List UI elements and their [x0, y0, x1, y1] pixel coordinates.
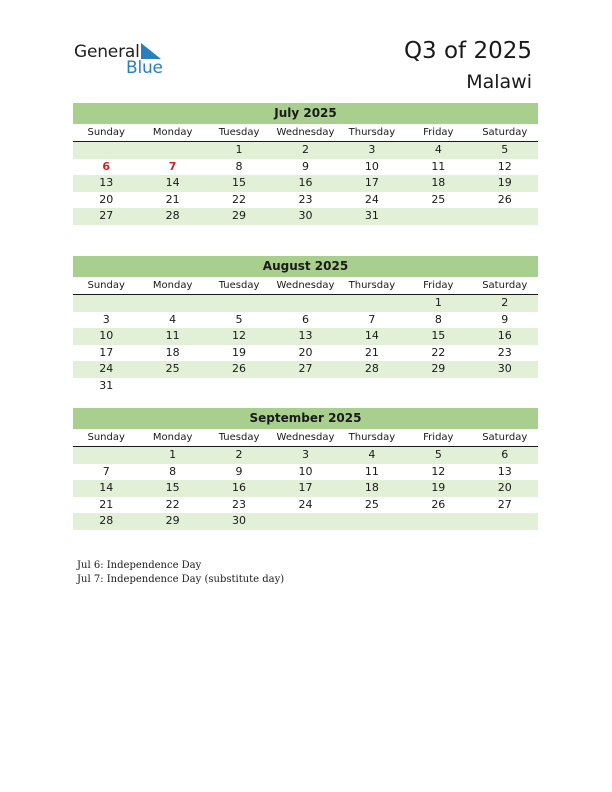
weekday-label: Saturday	[482, 127, 528, 138]
weekday-label: Sunday	[87, 280, 125, 291]
week-row	[73, 378, 538, 395]
date-cell: 20	[298, 345, 313, 359]
date-cell: 3	[301, 448, 309, 461]
date-cell: 28	[165, 209, 180, 222]
date-cell: 9	[501, 312, 509, 326]
weekday-label: Monday	[152, 432, 193, 443]
holiday-notes	[77, 559, 284, 587]
date-cell	[206, 378, 272, 395]
date-cell: 29	[165, 514, 180, 527]
date-cell: 10	[364, 159, 379, 173]
logo-word-general: General	[74, 42, 140, 62]
date-cell: 5	[235, 312, 243, 326]
date-cell: 23	[497, 345, 512, 359]
date-cell	[472, 208, 538, 225]
date-cell: 11	[364, 464, 379, 478]
weekday-label: Saturday	[482, 280, 528, 291]
week-row	[73, 464, 538, 481]
weekday-header-row	[73, 124, 538, 142]
date-cell: 4	[169, 312, 177, 326]
month-calendar-september	[73, 408, 538, 530]
date-cell: 11	[165, 329, 180, 342]
week-row	[73, 497, 538, 514]
weekday-label: Wednesday	[276, 280, 335, 291]
weekday-label: Tuesday	[218, 432, 260, 443]
date-cell: 26	[232, 362, 247, 375]
date-cell: 18	[364, 481, 379, 494]
date-cell: 29	[431, 362, 446, 375]
date-cell: 6	[501, 448, 509, 461]
weekday-label: Saturday	[482, 432, 528, 443]
week-row	[73, 480, 538, 497]
week-row	[73, 175, 538, 192]
weekday-label: Tuesday	[218, 280, 260, 291]
date-cell	[73, 447, 139, 464]
week-row	[73, 192, 538, 209]
date-cell: 28	[364, 362, 379, 375]
date-cell: 16	[232, 481, 247, 494]
date-cell: 30	[497, 362, 512, 375]
date-cell: 29	[232, 209, 247, 222]
date-cell	[139, 378, 205, 395]
date-cell: 14	[364, 329, 379, 342]
weekday-label: Sunday	[87, 432, 125, 443]
week-row	[73, 312, 538, 329]
date-cell	[73, 142, 139, 159]
week-row	[73, 513, 538, 530]
month-calendar-august	[73, 256, 538, 394]
date-cell: 27	[99, 209, 114, 222]
date-cell: 7	[368, 312, 376, 326]
month-title: August 2025	[73, 256, 538, 277]
date-cell: 31	[364, 209, 379, 222]
date-cell	[272, 513, 338, 530]
date-cell: 30	[298, 209, 313, 222]
date-cell: 2	[501, 296, 509, 309]
week-row	[73, 159, 538, 176]
date-cell	[139, 295, 205, 312]
date-cell: 9	[235, 464, 243, 478]
date-cell: 17	[99, 345, 114, 359]
date-cell: 12	[232, 329, 247, 342]
country-name: Malawi	[466, 71, 532, 93]
month-calendar-july	[73, 103, 538, 225]
date-cell: 8	[169, 464, 177, 478]
date-cell: 21	[364, 345, 379, 359]
week-row	[73, 447, 538, 464]
weekday-header-row	[73, 429, 538, 447]
date-cell: 1	[235, 143, 243, 156]
week-row	[73, 142, 538, 159]
weekday-label: Thursday	[348, 280, 396, 291]
holiday-date-cell: 6	[102, 159, 111, 173]
date-cell: 2	[235, 448, 243, 461]
date-cell: 17	[298, 481, 313, 494]
date-cell: 2	[301, 143, 309, 156]
date-cell: 20	[99, 192, 114, 206]
date-cell: 25	[431, 192, 446, 206]
date-cell: 15	[165, 481, 180, 494]
date-cell: 16	[298, 176, 313, 189]
weekday-header-row	[73, 277, 538, 295]
date-cell	[272, 378, 338, 395]
date-cell	[206, 295, 272, 312]
date-cell: 21	[165, 192, 180, 206]
weekday-label: Friday	[423, 432, 454, 443]
date-cell: 23	[298, 192, 313, 206]
date-cell: 28	[99, 514, 114, 527]
date-cell: 19	[431, 481, 446, 494]
date-cell: 8	[235, 159, 243, 173]
date-cell: 10	[298, 464, 313, 478]
weekday-label: Wednesday	[276, 432, 335, 443]
page-title: Q3 of 2025	[403, 38, 532, 64]
date-cell: 24	[99, 362, 114, 375]
date-cell: 15	[431, 329, 446, 342]
weekday-label: Monday	[152, 280, 193, 291]
date-cell: 5	[501, 143, 509, 156]
month-title: July 2025	[73, 103, 538, 124]
date-cell: 9	[301, 159, 309, 173]
date-cell: 25	[364, 497, 379, 511]
date-cell: 14	[99, 481, 114, 494]
date-cell: 19	[232, 345, 247, 359]
weekday-label: Thursday	[348, 127, 396, 138]
date-cell: 18	[165, 345, 180, 359]
date-cell	[339, 295, 405, 312]
date-cell: 20	[497, 481, 512, 494]
date-cell	[73, 295, 139, 312]
weekday-label: Monday	[152, 127, 193, 138]
date-cell: 21	[99, 497, 114, 511]
date-cell: 11	[431, 159, 446, 173]
date-cell: 23	[232, 497, 247, 511]
date-cell: 24	[364, 192, 379, 206]
date-cell: 24	[298, 497, 313, 511]
generalblue-logo	[74, 42, 174, 78]
date-cell: 7	[102, 464, 110, 478]
date-cell: 14	[165, 176, 180, 189]
date-cell	[405, 378, 471, 395]
date-cell: 1	[169, 448, 177, 461]
date-cell	[472, 513, 538, 530]
week-row	[73, 345, 538, 362]
date-cell: 25	[165, 362, 180, 375]
date-cell: 13	[99, 176, 114, 189]
date-cell: 6	[301, 312, 309, 326]
week-row	[73, 295, 538, 312]
date-cell: 4	[368, 448, 376, 461]
holiday-note: Jul 7: Independence Day (substitute day)	[77, 574, 285, 585]
date-cell: 17	[364, 176, 379, 189]
holiday-note: Jul 6: Independence Day	[77, 560, 202, 571]
week-row	[73, 328, 538, 345]
week-row	[73, 361, 538, 378]
date-cell	[472, 378, 538, 395]
date-cell	[139, 142, 205, 159]
week-row	[73, 208, 538, 225]
date-cell: 15	[232, 176, 247, 189]
date-cell: 10	[99, 329, 114, 342]
date-cell: 31	[99, 378, 114, 392]
date-cell: 5	[434, 448, 442, 461]
date-cell	[405, 208, 471, 225]
date-cell: 1	[434, 296, 442, 309]
date-cell	[339, 378, 405, 395]
date-cell: 19	[497, 176, 512, 189]
date-cell	[405, 513, 471, 530]
weekday-label: Tuesday	[218, 127, 260, 138]
date-cell: 26	[431, 497, 446, 511]
logo-word-blue: Blue	[126, 58, 163, 78]
date-cell: 22	[165, 497, 180, 511]
weekday-label: Wednesday	[276, 127, 335, 138]
date-cell: 27	[298, 362, 313, 375]
weekday-label: Sunday	[87, 127, 125, 138]
date-cell: 27	[497, 497, 512, 511]
weekday-label: Friday	[423, 280, 454, 291]
date-cell: 12	[431, 464, 446, 478]
date-cell: 16	[497, 329, 512, 342]
date-cell: 22	[232, 192, 247, 206]
date-cell: 30	[232, 514, 247, 527]
date-cell	[272, 295, 338, 312]
date-cell: 13	[497, 464, 512, 478]
holiday-date-cell: 7	[168, 159, 177, 173]
logo-triangle-icon	[141, 43, 161, 59]
date-cell: 26	[497, 192, 512, 206]
date-cell: 4	[434, 143, 442, 156]
date-cell: 22	[431, 345, 446, 359]
date-cell: 13	[298, 329, 313, 342]
date-cell: 3	[102, 312, 110, 326]
date-cell: 18	[431, 176, 446, 189]
weekday-label: Friday	[423, 127, 454, 138]
month-title: September 2025	[73, 408, 538, 429]
weekday-label: Thursday	[348, 432, 396, 443]
date-cell	[339, 513, 405, 530]
date-cell: 12	[497, 159, 512, 173]
date-cell: 8	[434, 312, 442, 326]
date-cell: 3	[368, 143, 376, 156]
